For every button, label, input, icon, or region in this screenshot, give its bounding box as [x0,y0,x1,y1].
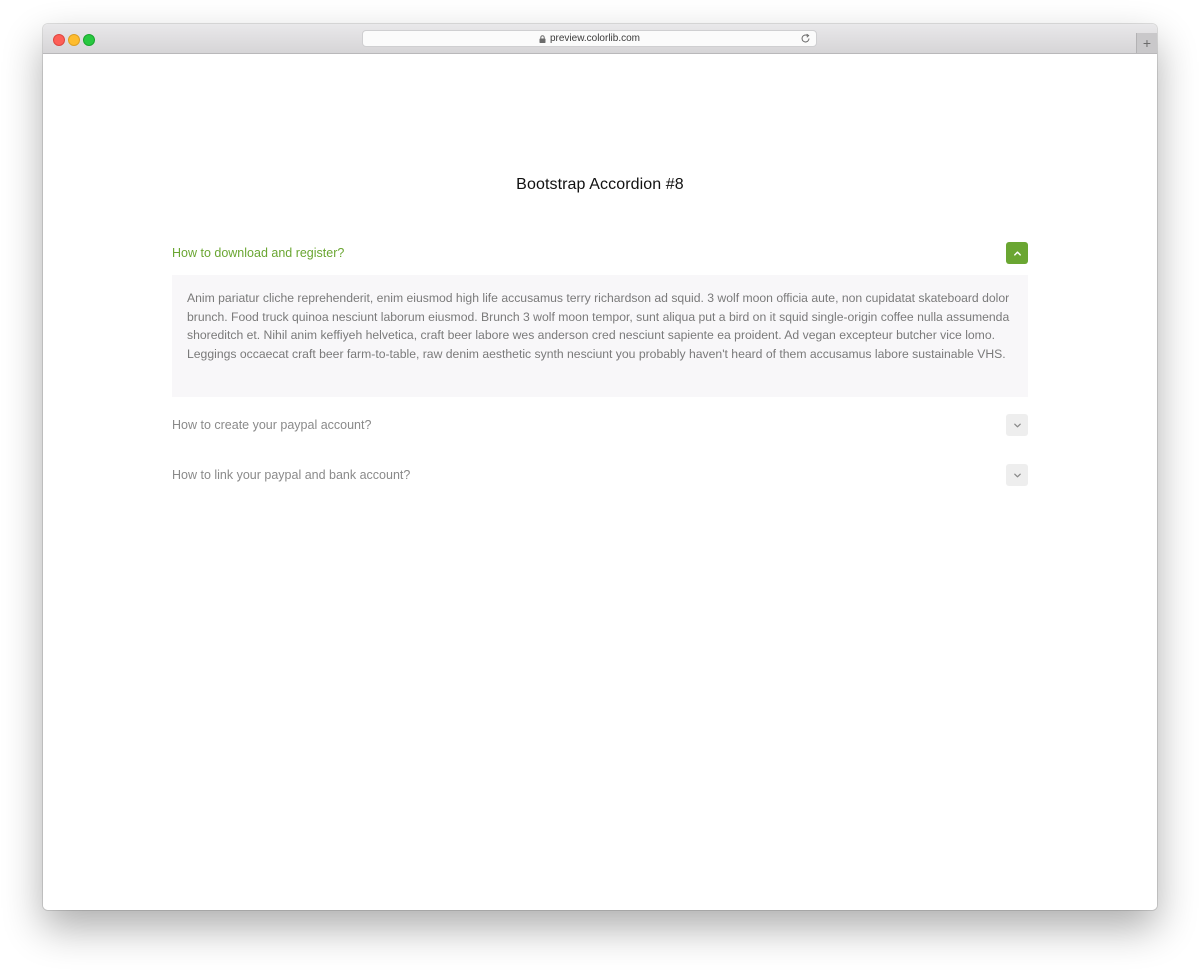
accordion-item-link-paypal-bank[interactable] [172,463,1028,487]
browser-titlebar [43,24,1157,54]
chevron-up-icon [1013,249,1022,258]
lock-icon [539,35,546,43]
address-bar[interactable] [362,30,817,47]
chevron-down-icon [1013,471,1022,480]
zoom-window-button[interactable] [83,34,95,46]
accordion-toggle-button[interactable] [1006,464,1028,486]
accordion-toggle-button[interactable] [1006,242,1028,264]
address-bar-url: preview.colorlib.com [549,33,641,44]
accordion-toggle-button[interactable] [1006,414,1028,436]
page-viewport [43,54,1157,910]
accordion-answer: Anim pariatur cliche reprehenderit, enim eiusmod high life accusamus terry richardson ad squid. 3 wolf moon officia aute, non cupidatat skateboard dolor brunch. Food truck quinoa nesciunt laborum eiusmod. Brunch 3 wolf moon tempor, sunt aliqua put a bird on it squid single-origin coffee nulla assumenda shoreditch et. Nihil anim keffiyeh helvetica, craft beer labore wes anderson cred nesciunt sapiente ea proident. Ad vegan excepteur butcher vice lomo. Leggings occaecat craft beer farm-to-table, raw denim aesthetic synth nesciunt you probably haven't heard of them accusamus labore sustainable VHS. [187,291,1010,361]
accordion-question: How to link your paypal and bank account? [172,468,411,482]
accordion-panel-download-register [172,275,1028,397]
chevron-down-icon [1013,421,1022,430]
browser-window [43,24,1157,910]
accordion-question: How to download and register? [172,246,345,260]
plus-icon: + [1142,35,1152,51]
close-window-button[interactable] [53,34,65,46]
accordion-item-download-register[interactable] [172,241,1028,265]
page-title: Bootstrap Accordion #8 [516,176,684,193]
accordion-item-create-paypal[interactable] [172,413,1028,437]
minimize-window-button[interactable] [68,34,80,46]
accordion-question: How to create your paypal account? [172,418,372,432]
reload-icon[interactable] [800,33,811,44]
new-tab-button[interactable] [1136,33,1157,53]
